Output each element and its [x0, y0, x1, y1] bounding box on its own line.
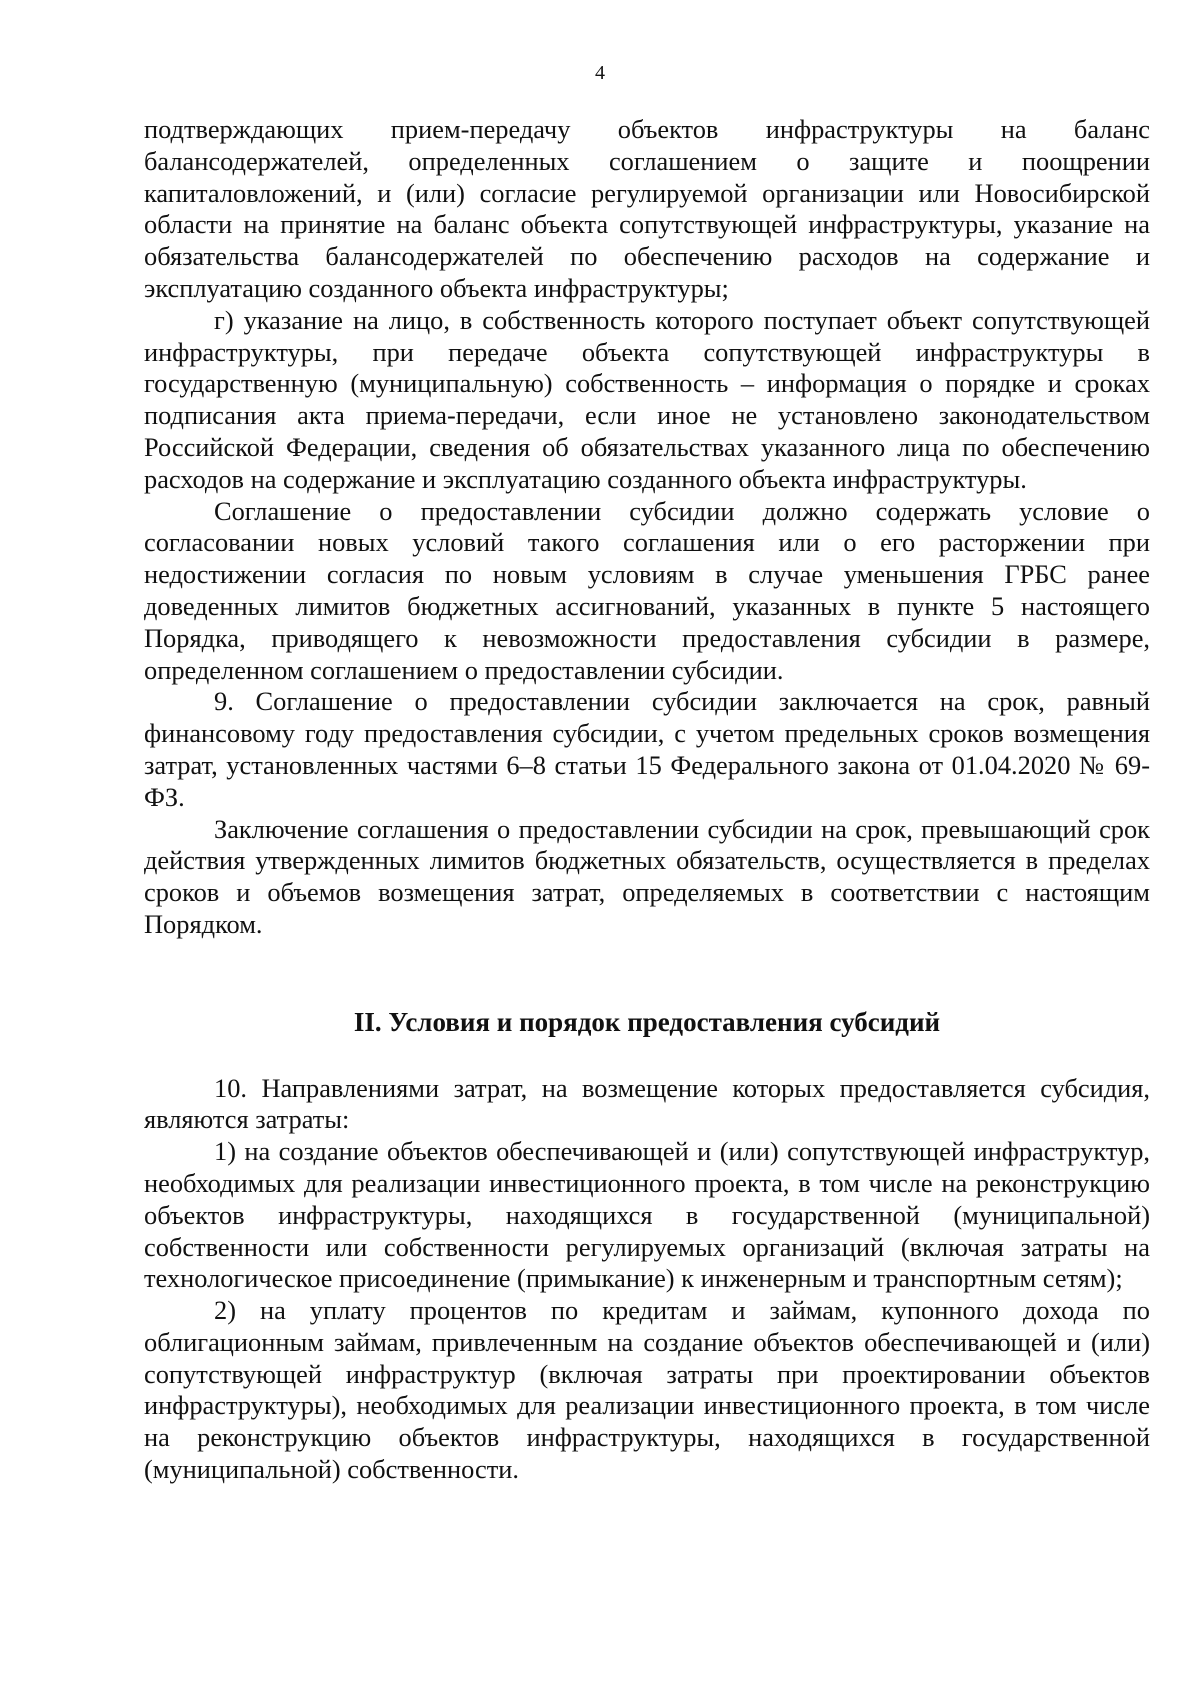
paragraph-10-item-1: 1) на создание объектов обеспечивающей и (или) сопутствующей инфраструктур, необходимых для реализации инвестиционного проекта, в том числе на реконструкцию объектов инфраструктуры, находящихся в государственной (муниципальной) собственности или собственности регулируемых организаций (включая затраты на технологическое присоединение (примыкание) к инженерным и транспортным сетям);: [144, 1136, 1150, 1294]
paragraph-agreement-term: Заключение соглашения о предоставлении субсидии на срок, превышающий срок действия утвержденных лимитов бюджетных обязательств, осуществляется в пределах сроков и объемов возмещения затрат, определяемых в соответствии с настоящим Порядком.: [144, 813, 1150, 939]
document-body: [144, 114, 1150, 1486]
page-number: 4: [595, 62, 605, 84]
paragraph-item-g: г) указание на лицо, в собственность которого поступает объект сопутствующей инфраструктуры, при передаче объекта сопутствующей инфраструктуры в государственную (муниципальную) собственность – информация о порядке и сроках подписания акта приема-передачи, если иное не установлено законодательством Российской Федерации, сведения об обязательствах указанного лица по обеспечению расходов на содержание и эксплуатацию созданного объекта инфраструктуры.: [144, 304, 1150, 494]
paragraph-10: 10. Направлениями затрат, на возмещение которых предоставляется субсидия, являются затраты:: [144, 1072, 1150, 1135]
section-heading: II. Условия и порядок предоставления субсидий: [353, 1006, 941, 1037]
paragraph-9: 9. Соглашение о предоставлении субсидии заключается на срок, равный финансовому году предоставления субсидии, с учетом предельных сроков возмещения затрат, установленных частями 6–8 статьи 15 Федерального закона от 01.04.2020 № 69-ФЗ.: [144, 686, 1150, 812]
paragraph-agreement-condition: Соглашение о предоставлении субсидии должно содержать условие о согласовании новых условий такого соглашения или о его расторжении при недостижении согласия по новым условиям в случае уменьшения ГРБС ранее доведенных лимитов бюджетных ассигнований, указанных в пункте 5 настоящего Порядка, приводящего к невозможности предоставления субсидии в размере, определенном соглашением о предоставлении субсидии.: [144, 495, 1150, 685]
paragraph-10-item-2: 2) на уплату процентов по кредитам и займам, купонного дохода по облигационным займам, привлеченным на создание объектов обеспечивающей и (или) сопутствующей инфраструктур (включая затраты при проектировании объектов инфраструктуры), необходимых для реализации инвестиционного проекта, в том числе на реконструкцию объектов инфраструктуры, находящихся в государственной (муниципальной) собственности.: [144, 1295, 1150, 1485]
paragraph-continuation: подтверждающих прием-передачу объектов инфраструктуры на баланс балансодержателей, определенных соглашением о защите и поощрении капиталовложений, и (или) согласие регулируемой организации или Новосибирской области на принятие на баланс объекта сопутствующей инфраструктуры, указание на обязательства балансодержателей по обеспечению расходов на содержание и эксплуатацию созданного объекта инфраструктуры;: [144, 114, 1150, 303]
